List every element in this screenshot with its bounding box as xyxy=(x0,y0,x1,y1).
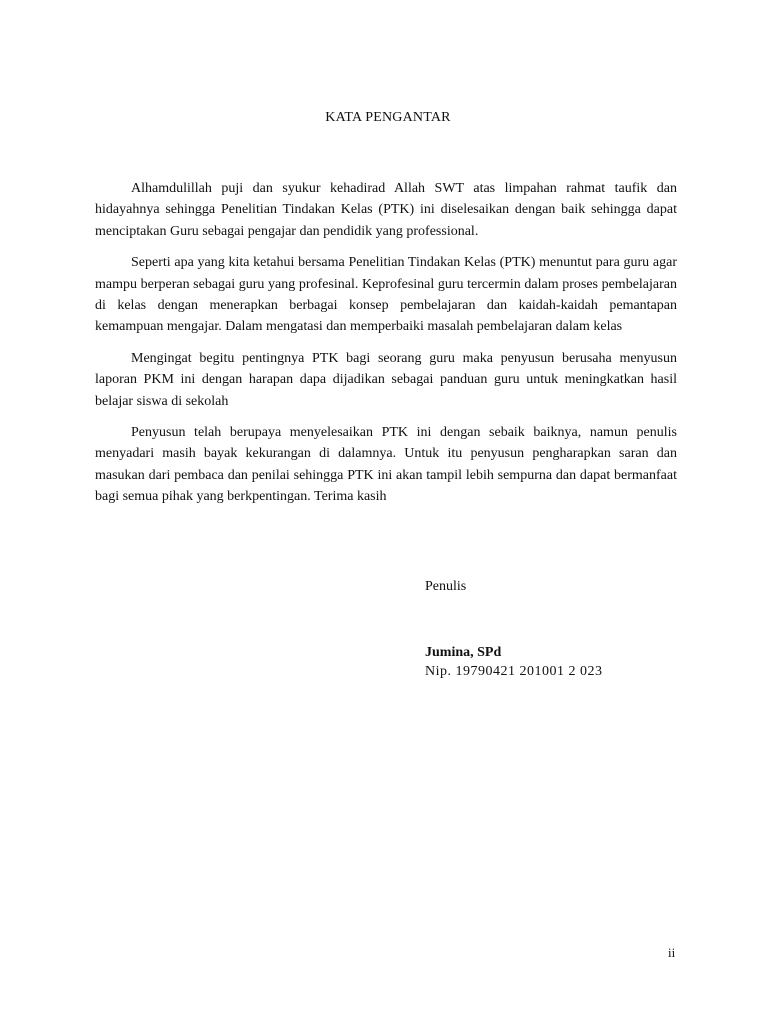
paragraph-4: Penyusun telah berupaya menyelesaikan PTK ini dengan sebaik baiknya, namun penulis menyadari masih bayak kekurangan di dalamnya. Untuk itu penyusun pengharapkan saran dan masukan dari pembaca dan penilai sehingga PTK ini akan tampil lebih sempurna dan dapat bermanfaat bagi semua pihak yang berkpentingan. Terima kasih xyxy=(95,425,677,505)
preface-body xyxy=(95,178,677,518)
paragraph-2: Seperti apa yang kita ketahui bersama Penelitian Tindakan Kelas (PTK) menuntut para guru agar mampu berperan sebagai guru yang profesinal. Keprofesinal guru tercermin dalam proses pembelajaran di kelas dengan menerapkan berbagai konsep pembelajaran dan kaidah-kaidah pemantapan kemampuan mengajar. Dalam mengatasi dan memperbaiki masalah pembelajaran dalam kelas xyxy=(95,255,677,335)
signature-name: Jumina, SPd xyxy=(425,645,502,660)
page-title: KATA PENGANTAR xyxy=(325,110,451,125)
page-number: ii xyxy=(668,945,676,960)
paragraph-3: Mengingat begitu pentingnya PTK bagi seorang guru maka penyusun berusaha menyusun laporan PKM ini dengan harapan dapa dijadikan sebagai panduan guru untuk meningkatkan hasil belajar siswa di sekolah xyxy=(95,350,677,409)
signature-nip: Nip. 19790421 201001 2 023 xyxy=(425,664,603,679)
signature-role: Penulis xyxy=(425,579,467,594)
paragraph-1: Alhamdulillah puji dan syukur kehadirad Allah SWT atas limpahan rahmat taufik dan hidayahnya sehingga Penelitian Tindakan Kelas (PTK) ini diselesaikan dengan baik sehingga dapat menciptakan Guru sebagai pengajar dan pendidik yang professional. xyxy=(95,181,677,239)
